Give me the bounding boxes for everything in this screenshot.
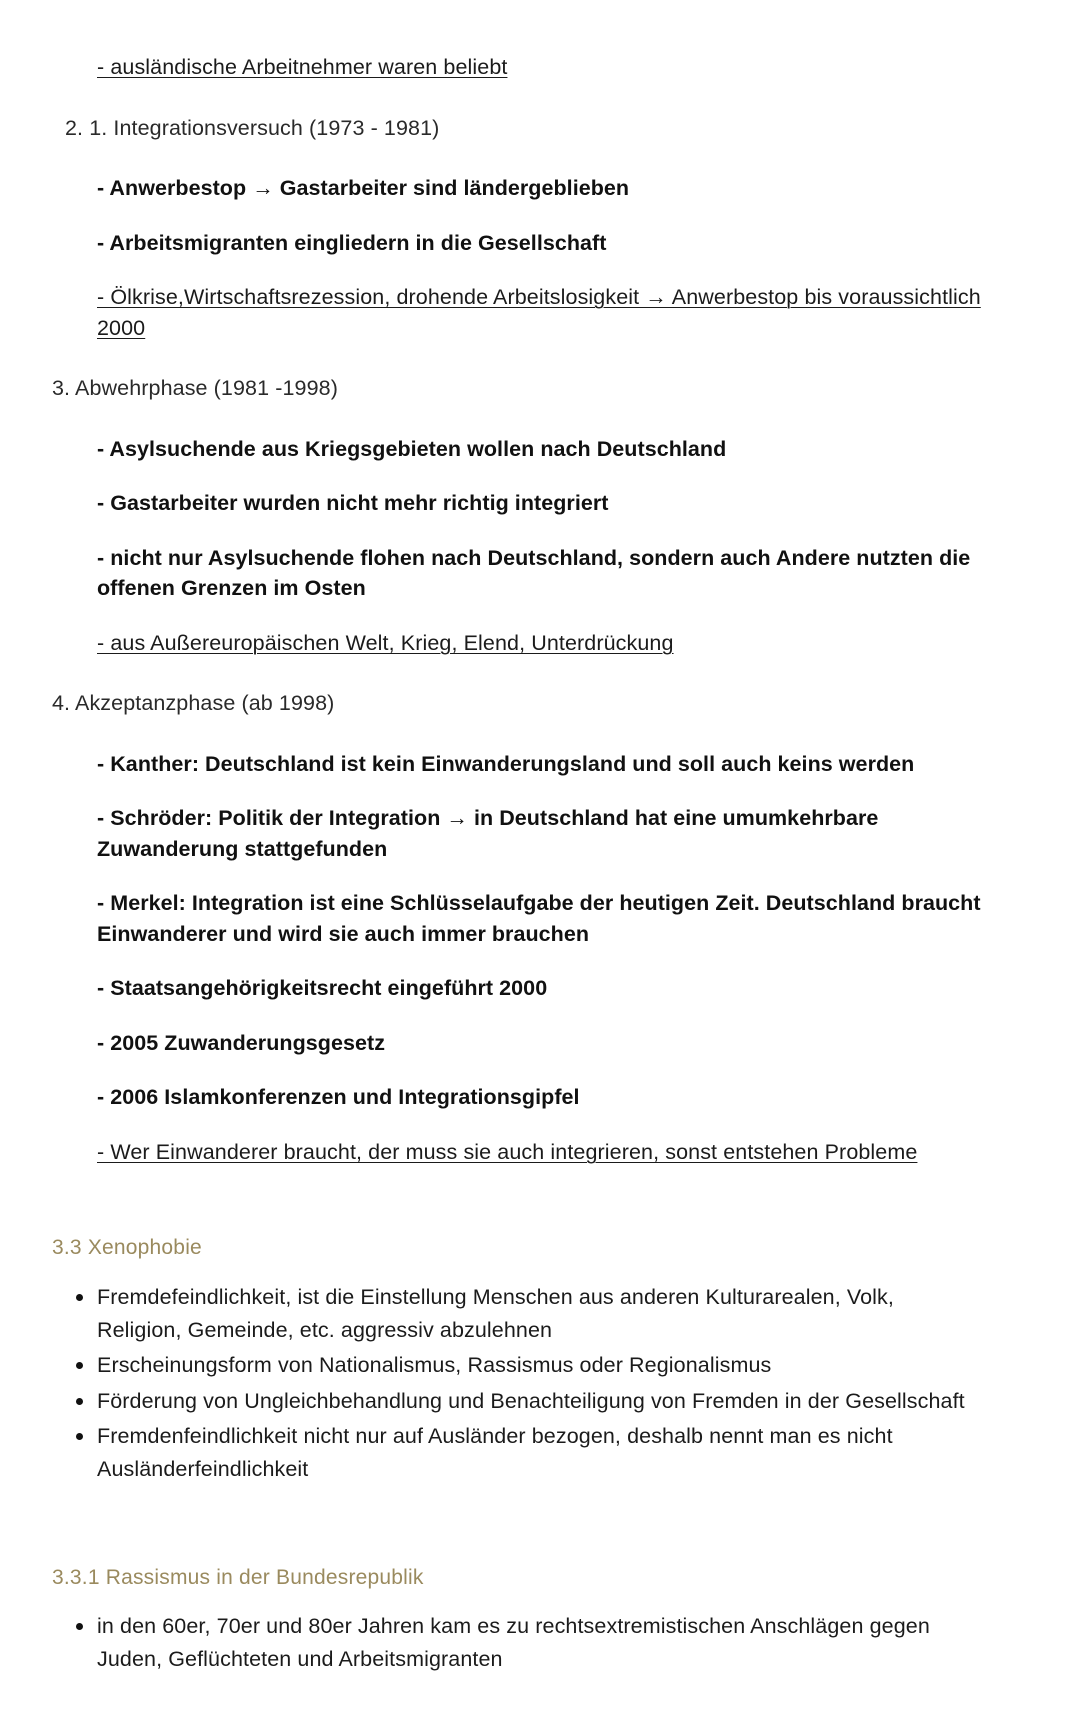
- list-item: [52, 1349, 982, 1382]
- phase-item-zuwanderungsgesetz-2005: - 2005 Zuwanderungsgesetz: [97, 1030, 385, 1055]
- phase-item-asylsuchende-kriegsgebiete: - Asylsuchende aus Kriegsgebieten wollen nach Deutschland: [97, 436, 727, 461]
- phase-item-staatsangehoerigkeitsrecht: - Staatsangehörigkeitsrecht eingeführt 2000: [97, 976, 548, 1001]
- list-item: [52, 1385, 982, 1418]
- list-item-label: Erscheinungsform von Nationalismus, Rassismus oder Regionalismus: [97, 1353, 772, 1378]
- list-item: [52, 1420, 982, 1487]
- list-item-label: in den 60er, 70er und 80er Jahren kam es zu rechtsextremistischen Anschlägen gegen Juden, Geflüchteten und Arbeitsmigranten: [97, 1614, 930, 1672]
- phase-heading-abwehrphase: 3. Abwehrphase (1981 -1998): [52, 376, 338, 401]
- note-line-auslaendische-arbeitnehmer: - ausländische Arbeitnehmer waren beliebt: [97, 55, 508, 79]
- list-item-label: Fremdefeindlichkeit, ist die Einstellung Menschen aus anderen Kulturarealen, Volk, Religion, Gemeinde, etc. aggressiv abzulehnen: [97, 1284, 894, 1343]
- bullet-list-rassismus: [52, 1610, 982, 1677]
- section-spacer: [52, 1489, 1020, 1563]
- phase-item-kanther: - Kanther: Deutschland ist kein Einwanderungsland und soll auch keins werden: [97, 751, 915, 776]
- phase-item-islamkonferenzen-2006: - 2006 Islamkonferenzen und Integrationsgipfel: [97, 1085, 580, 1110]
- list-item: [52, 1281, 982, 1348]
- note-line-aussereuropaeische-welt: - aus Außereuropäischen Welt, Krieg, Elend, Unterdrückung: [97, 630, 674, 655]
- note-line-oelkrise: - Ölkrise,Wirtschaftsrezession, drohende Arbeitslosigkeit → Anwerbestop bis voraussichtlich 2000: [97, 285, 981, 340]
- phase-item-arbeitsmigranten-eingliedern: - Arbeitsmigranten eingliedern in die Gesellschaft: [97, 230, 607, 255]
- list-item-label: Fremdenfeindlichkeit nicht nur auf Ausländer bezogen, deshalb nennt man es nicht Ausländerfeindlichkeit: [97, 1423, 893, 1482]
- bullet-dot-icon: [76, 1362, 83, 1369]
- bullet-dot-icon: [76, 1623, 83, 1630]
- phase-item-offene-grenzen-osten: - nicht nur Asylsuchende flohen nach Deutschland, sondern auch Andere nutzten die offenen Grenzen im Osten: [97, 545, 971, 601]
- note-line-wer-einwanderer-braucht: - Wer Einwanderer braucht, der muss sie auch integrieren, sonst entstehen Probleme: [97, 1139, 918, 1164]
- bullet-list-xenophobie: [52, 1281, 982, 1487]
- bullet-dot-icon: [76, 1433, 83, 1440]
- phase-item-anwerbestop: - Anwerbestop → Gastarbeiter sind ländergeblieben: [97, 176, 630, 201]
- bullet-dot-icon: [76, 1294, 83, 1301]
- bullet-dot-icon: [76, 1398, 83, 1405]
- list-item-label: Förderung von Ungleichbehandlung und Benachteiligung von Fremden in der Gesellschaft: [97, 1388, 965, 1413]
- section-spacer: [52, 1167, 1020, 1233]
- phase-heading-akzeptanzphase: 4. Akzeptanzphase (ab 1998): [52, 691, 335, 716]
- section-heading-xenophobie: 3.3 Xenophobie: [52, 1236, 202, 1260]
- phase-item-gastarbeiter-nicht-integriert: - Gastarbeiter wurden nicht mehr richtig integriert: [97, 491, 609, 516]
- phase-item-schroeder: - Schröder: Politik der Integration → in Deutschland hat eine umumkehrbare Zuwanderung stattgefunden: [97, 806, 879, 861]
- phase-item-merkel: - Merkel: Integration ist eine Schlüsselaufgabe der heutigen Zeit. Deutschland braucht Einwanderer und wird sie auch immer brauchen: [97, 891, 981, 946]
- section-heading-rassismus-bundesrepublik: 3.3.1 Rassismus in der Bundesrepublik: [52, 1565, 424, 1589]
- phase-heading-integrationsversuch: 2. 1. Integrationsversuch (1973 - 1981): [65, 115, 440, 140]
- list-item: [52, 1610, 982, 1677]
